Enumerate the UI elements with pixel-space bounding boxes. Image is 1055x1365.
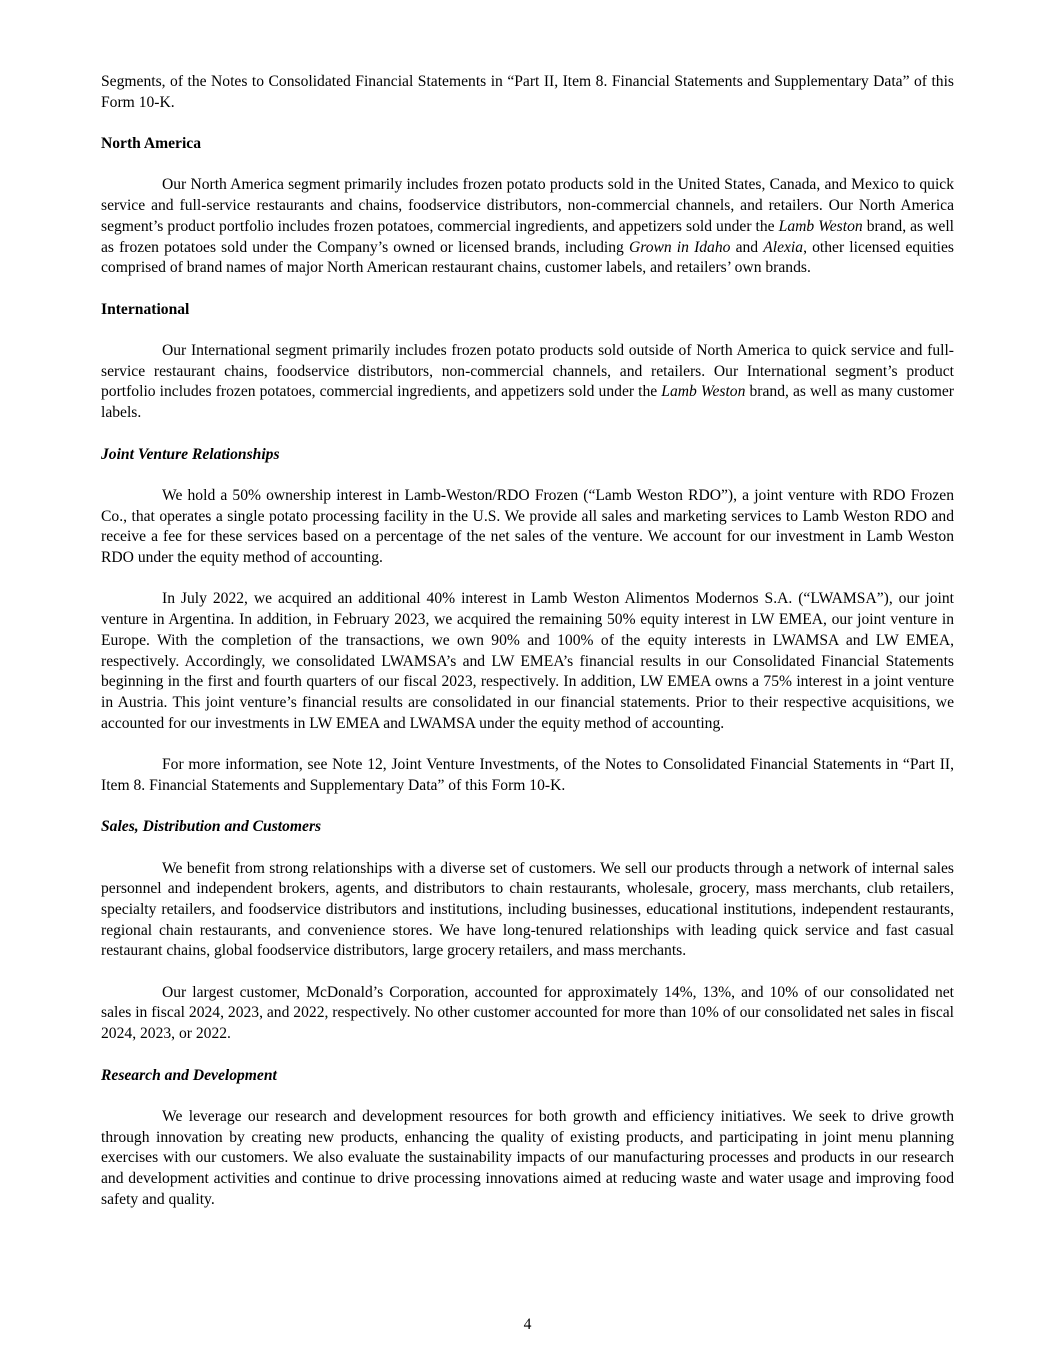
intro-paragraph: Segments, of the Notes to Consolidated Financial Statements in “Part II, Item 8. Financial Statements and Supplementary Data” of this Form 10-K. [101, 73, 954, 111]
heading-joint-venture: Joint Venture Relationships [101, 445, 280, 463]
brand-grown-in-idaho: Grown in Idaho [628, 238, 731, 256]
north-america-paragraph [101, 175, 954, 279]
north-america-text-1: Our North America segment primarily includes frozen potato products sold in the United States, Canada, and Mexico to quick service and full-service restaurants and chains, foodservice distributors, non-commercial channels, and retailers. Our North America segment’s product portfolio includes frozen potatoes, commercial ingredients, and appetizers sold under the [101, 176, 954, 235]
international-text-1: Our International segment primarily includes frozen potato products sold outside of North America to quick service and full-service restaurant chains, foodservice distributors, non-commercial channels, and retailers. Our International segment’s product portfolio includes frozen potatoes, commercial ingredients, and appetizers sold under the [101, 342, 954, 401]
page-number: 4 [523, 1316, 532, 1333]
brand-lamb-weston-international: Lamb Weston [661, 383, 746, 401]
brand-lamb-weston: Lamb Weston [778, 217, 863, 235]
document-page [101, 72, 954, 1210]
joint-venture-paragraph-3: For more information, see Note 12, Joint Venture Investments, of the Notes to Consolidated Financial Statements in “Part II, Item 8. Financial Statements and Supplementary Data” of this Form 10-K. [101, 756, 954, 794]
north-america-text-2: brand, as well as frozen potatoes sold under the Company’s owned or licensed brands, including [101, 217, 954, 256]
north-america-text-3: and [730, 238, 764, 256]
heading-north-america: North America [101, 135, 202, 153]
sales-paragraph-2: Our largest customer, McDonald’s Corporation, accounted for approximately 14%, 13%, and 10% of our consolidated net sales in fiscal 2024, 2023, and 2022, respectively. No other customer accounted for more than 10% of our consolidated net sales in fiscal 2024, 2023, or 2022. [101, 983, 954, 1043]
heading-research-development: Research and Development [101, 1066, 277, 1084]
international-paragraph [101, 341, 954, 424]
north-america-text-4: , other licensed equities comprised of brand names of major North American restaurant chains, customer labels, and retailers’ own brands. [101, 238, 954, 277]
heading-international: International [101, 300, 190, 318]
joint-venture-paragraph-1: We hold a 50% ownership interest in Lamb-Weston/RDO Frozen (“Lamb Weston RDO”), a joint venture with RDO Frozen Co., that operates a single potato processing facility in the U.S. We provide all sales and marketing services to Lamb Weston RDO and receive a fee for these services based on a percentage of the net sales of the venture. We account for our investment in Lamb Weston RDO under the equity method of accounting. [101, 486, 954, 567]
international-text-2: brand, as well as many customer labels. [101, 383, 954, 422]
brand-alexia: Alexia [763, 238, 804, 256]
joint-venture-paragraph-2: In July 2022, we acquired an additional 40% interest in Lamb Weston Alimentos Modernos S.A. (“LWAMSA”), our joint venture in Argentina. In addition, in February 2023, we acquired the remaining 50% equity interest in LW EMEA, our joint venture in Europe. With the completion of the transactions, we own 90% and 100% of the equity interests in LWAMSA and LW EMEA, respectively. Accordingly, we consolidated LWAMSA’s and LW EMEA’s financial results in our Consolidated Financial Statements beginning in the first and fourth quarters of our fiscal 2023, respectively. In addition, LW EMEA owns a 75% interest in a joint venture in Austria. This joint venture’s financial results are consolidated in our financial statements. Prior to their respective acquisitions, we accounted for our investments in LW EMEA and LWAMSA under the equity method of accounting. [101, 590, 954, 732]
heading-sales-distribution: Sales, Distribution and Customers [101, 818, 322, 836]
sales-paragraph-1: We benefit from strong relationships with a diverse set of customers. We sell our products through a network of internal sales personnel and independent brokers, agents, and distributors to chain restaurants, wholesale, grocery, mass merchants, club retailers, specialty retailers, and foodservice distributors and institutions, including businesses, educational institutions, independent restaurants, regional chain restaurants, and convenience stores. We have long-tenured relationships with leading quick service and fast casual restaurant chains, global foodservice distributors, large grocery retailers, and mass merchants. [101, 859, 954, 960]
research-paragraph: We leverage our research and development resources for both growth and efficiency initiatives. We seek to drive growth through innovation by creating new products, enhancing the quality of existing products, and participating in joint menu planning exercises with our customers. We also evaluate the sustainability impacts of our manufacturing processes and products in our research and development activities and continue to drive processing innovations aimed at reducing waste and water usage and improving food safety and quality. [101, 1107, 954, 1208]
